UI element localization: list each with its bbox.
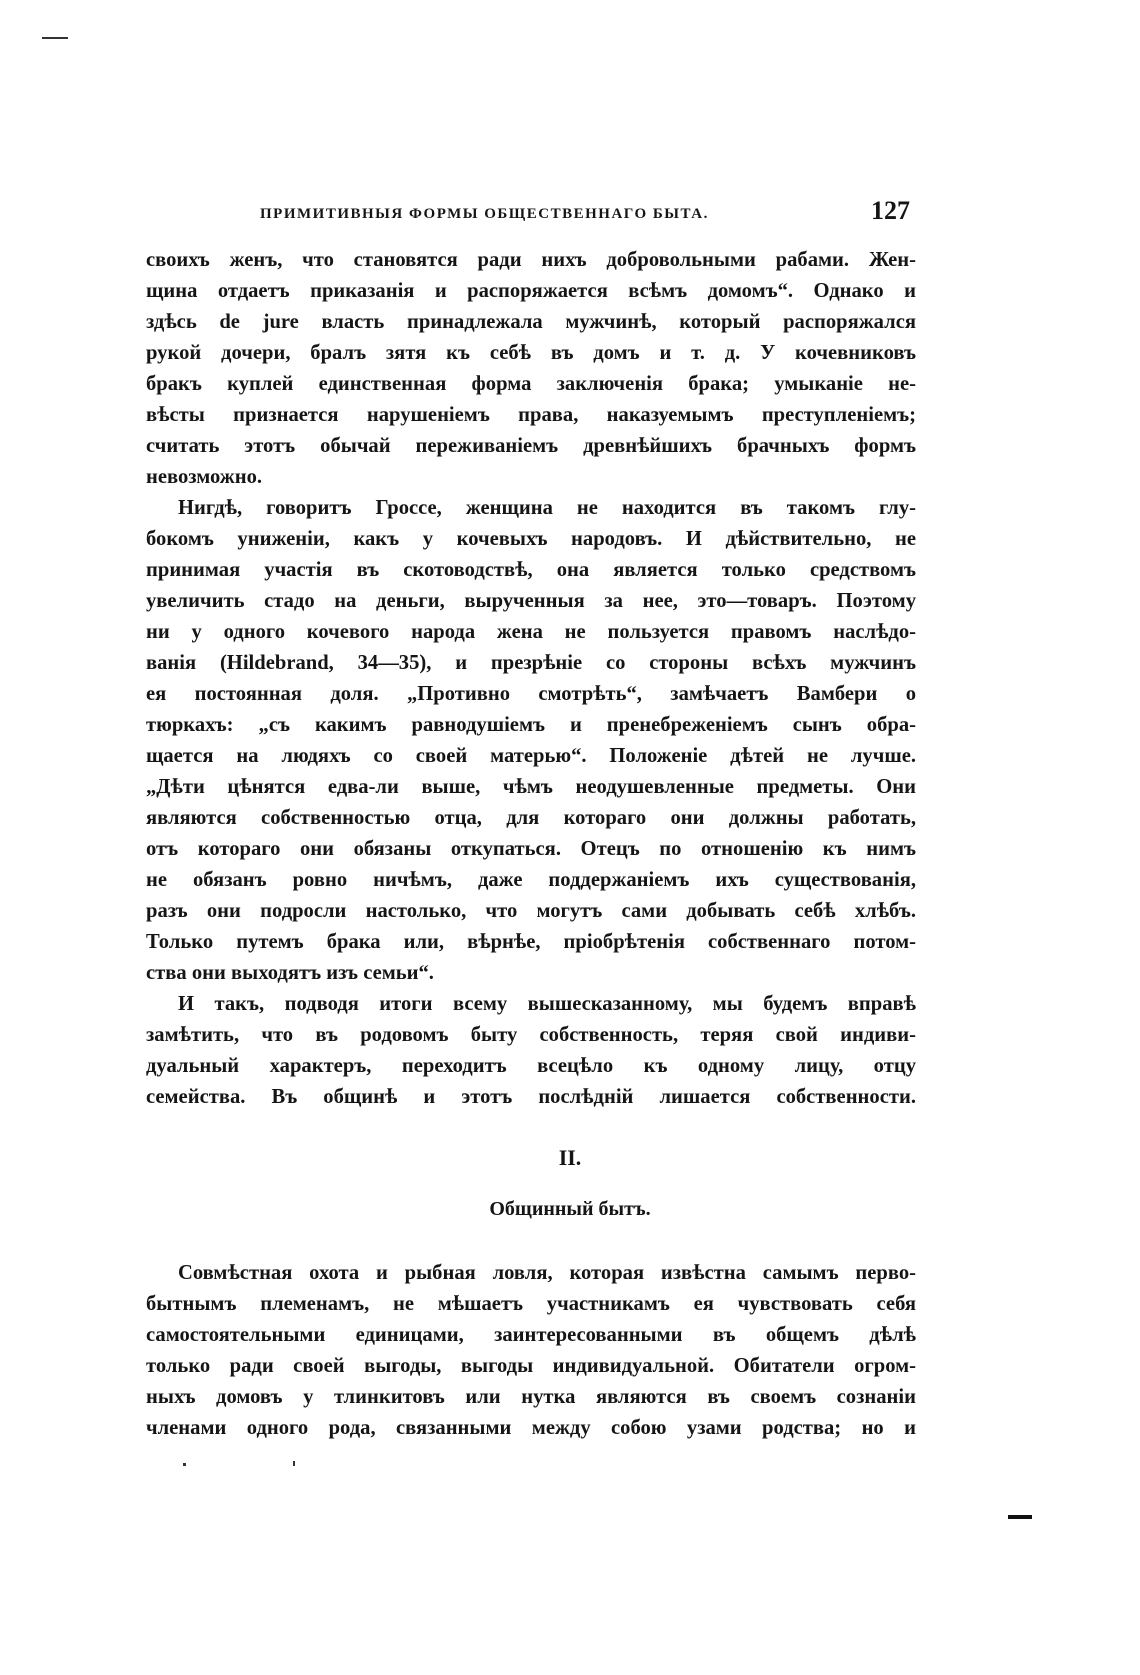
text-line: невозможно.	[146, 466, 263, 488]
text-line: отъ котораго они обязаны откупаться. Отецъ по отношенію къ нимъ	[146, 838, 916, 860]
scan-artifact-dot-1	[183, 1463, 186, 1466]
text-line: замѣтить, что въ родовомъ быту собственность, теряя свой индиви-	[146, 1024, 916, 1046]
paragraph-4	[146, 1258, 916, 1444]
text-line: вѣсты признается нарушеніемъ права, наказуемымъ преступленіемъ;	[146, 404, 916, 426]
text-line: дуальный характеръ, переходитъ всецѣло къ одному лицу, отцу	[146, 1055, 916, 1077]
text-line: рукой дочери, бралъ зятя къ себѣ въ домъ и т. д. У кочевниковъ	[146, 342, 916, 364]
text-line: увеличить стадо на деньги, вырученныя за нее, это—товаръ. Поэтому	[146, 590, 916, 612]
text-line: бытнымъ племенамъ, не мѣшаетъ участникамъ ея чувствовать себя	[146, 1293, 916, 1315]
section-number: II.	[558, 1145, 582, 1170]
paragraph-3	[146, 989, 916, 1113]
section-title: Общинный бытъ.	[489, 1198, 651, 1220]
scan-artifact-top-left	[42, 37, 68, 39]
running-title: ПРИМИТИВНЫЯ ФОРМЫ ОБЩЕСТВЕННАГО БЫТА.	[260, 206, 709, 222]
text-line: Нигдѣ, говоритъ Гроссе, женщина не находится въ такомъ глу-	[178, 497, 916, 519]
text-line: самостоятельными единицами, заинтересованными въ общемъ дѣлѣ	[146, 1324, 916, 1346]
text-line: являются собственностью отца, для котораго они должны работать,	[146, 807, 916, 829]
paragraph-2	[146, 493, 916, 989]
text-line: тюркахъ: „съ какимъ равнодушіемъ и пренебреженіемъ сынъ обра-	[146, 714, 916, 736]
page-header	[260, 196, 910, 232]
text-line: членами одного рода, связанными между собою узами родства; но и	[146, 1417, 916, 1439]
text-line: здѣсь de jure власть принадлежала мужчинѣ, который распоряжался	[146, 311, 916, 333]
text-line: ея постоянная доля. „Противно смотрѣть“, замѣчаетъ Вамбери о	[146, 683, 916, 705]
scan-artifact-dot-2	[293, 1461, 295, 1466]
text-line: ства они выходятъ изъ семьи“.	[146, 962, 434, 984]
text-line: И такъ, подводя итоги всему вышесказанному, мы будемъ вправѣ	[178, 993, 916, 1015]
text-line: своихъ женъ, что становятся ради нихъ добровольными рабами. Жен-	[146, 249, 916, 271]
text-line: Совмѣстная охота и рыбная ловля, которая извѣстна самымъ перво-	[178, 1262, 916, 1284]
text-line: разъ они подросли настолько, что могутъ сами добывать себѣ хлѣбъ.	[146, 900, 916, 922]
paragraph-1	[146, 245, 916, 493]
text-line: принимая участія въ скотоводствѣ, она является только средствомъ	[146, 559, 916, 581]
text-line: семейства. Въ общинѣ и этотъ послѣдній лишается собственности.	[146, 1086, 916, 1108]
scan-artifact-bottom-right	[1008, 1515, 1032, 1519]
section-text	[146, 1258, 916, 1444]
text-line: не обязанъ ровно ничѣмъ, даже поддержаніемъ ихъ существованія,	[146, 869, 916, 891]
text-line: только ради своей выгоды, выгоды индивидуальной. Обитатели огром-	[146, 1355, 916, 1377]
text-line: щина отдаетъ приказанія и распоряжается всѣмъ домомъ“. Однако и	[146, 280, 916, 302]
text-line: ванія (Hildebrand, 34—35), и презрѣніе со стороны всѣхъ мужчинъ	[146, 652, 916, 674]
text-line: считать этотъ обычай переживаніемъ древнѣйшихъ брачныхъ формъ	[146, 435, 916, 457]
text-line: ныхъ домовъ у тлинкитовъ или нутка являются въ своемъ сознаніи	[146, 1386, 916, 1408]
text-line: Только путемъ брака или, вѣрнѣе, пріобрѣтенія собственнаго потом-	[146, 931, 916, 953]
page-number: 127	[871, 196, 910, 225]
text-line: ни у одного кочевого народа жена не пользуется правомъ наслѣдо-	[146, 621, 916, 643]
text-line: бракъ куплей единственная форма заключенія брака; умыканіе не-	[146, 373, 916, 395]
main-text	[146, 245, 916, 1113]
text-line: бокомъ униженіи, какъ у кочевыхъ народовъ. И дѣйствительно, не	[146, 528, 916, 550]
text-line: щается на людяхъ со своей матерью“. Положеніе дѣтей не лучше.	[146, 745, 916, 767]
text-line: „Дѣти цѣнятся едва-ли выше, чѣмъ неодушевленные предметы. Они	[146, 776, 916, 798]
